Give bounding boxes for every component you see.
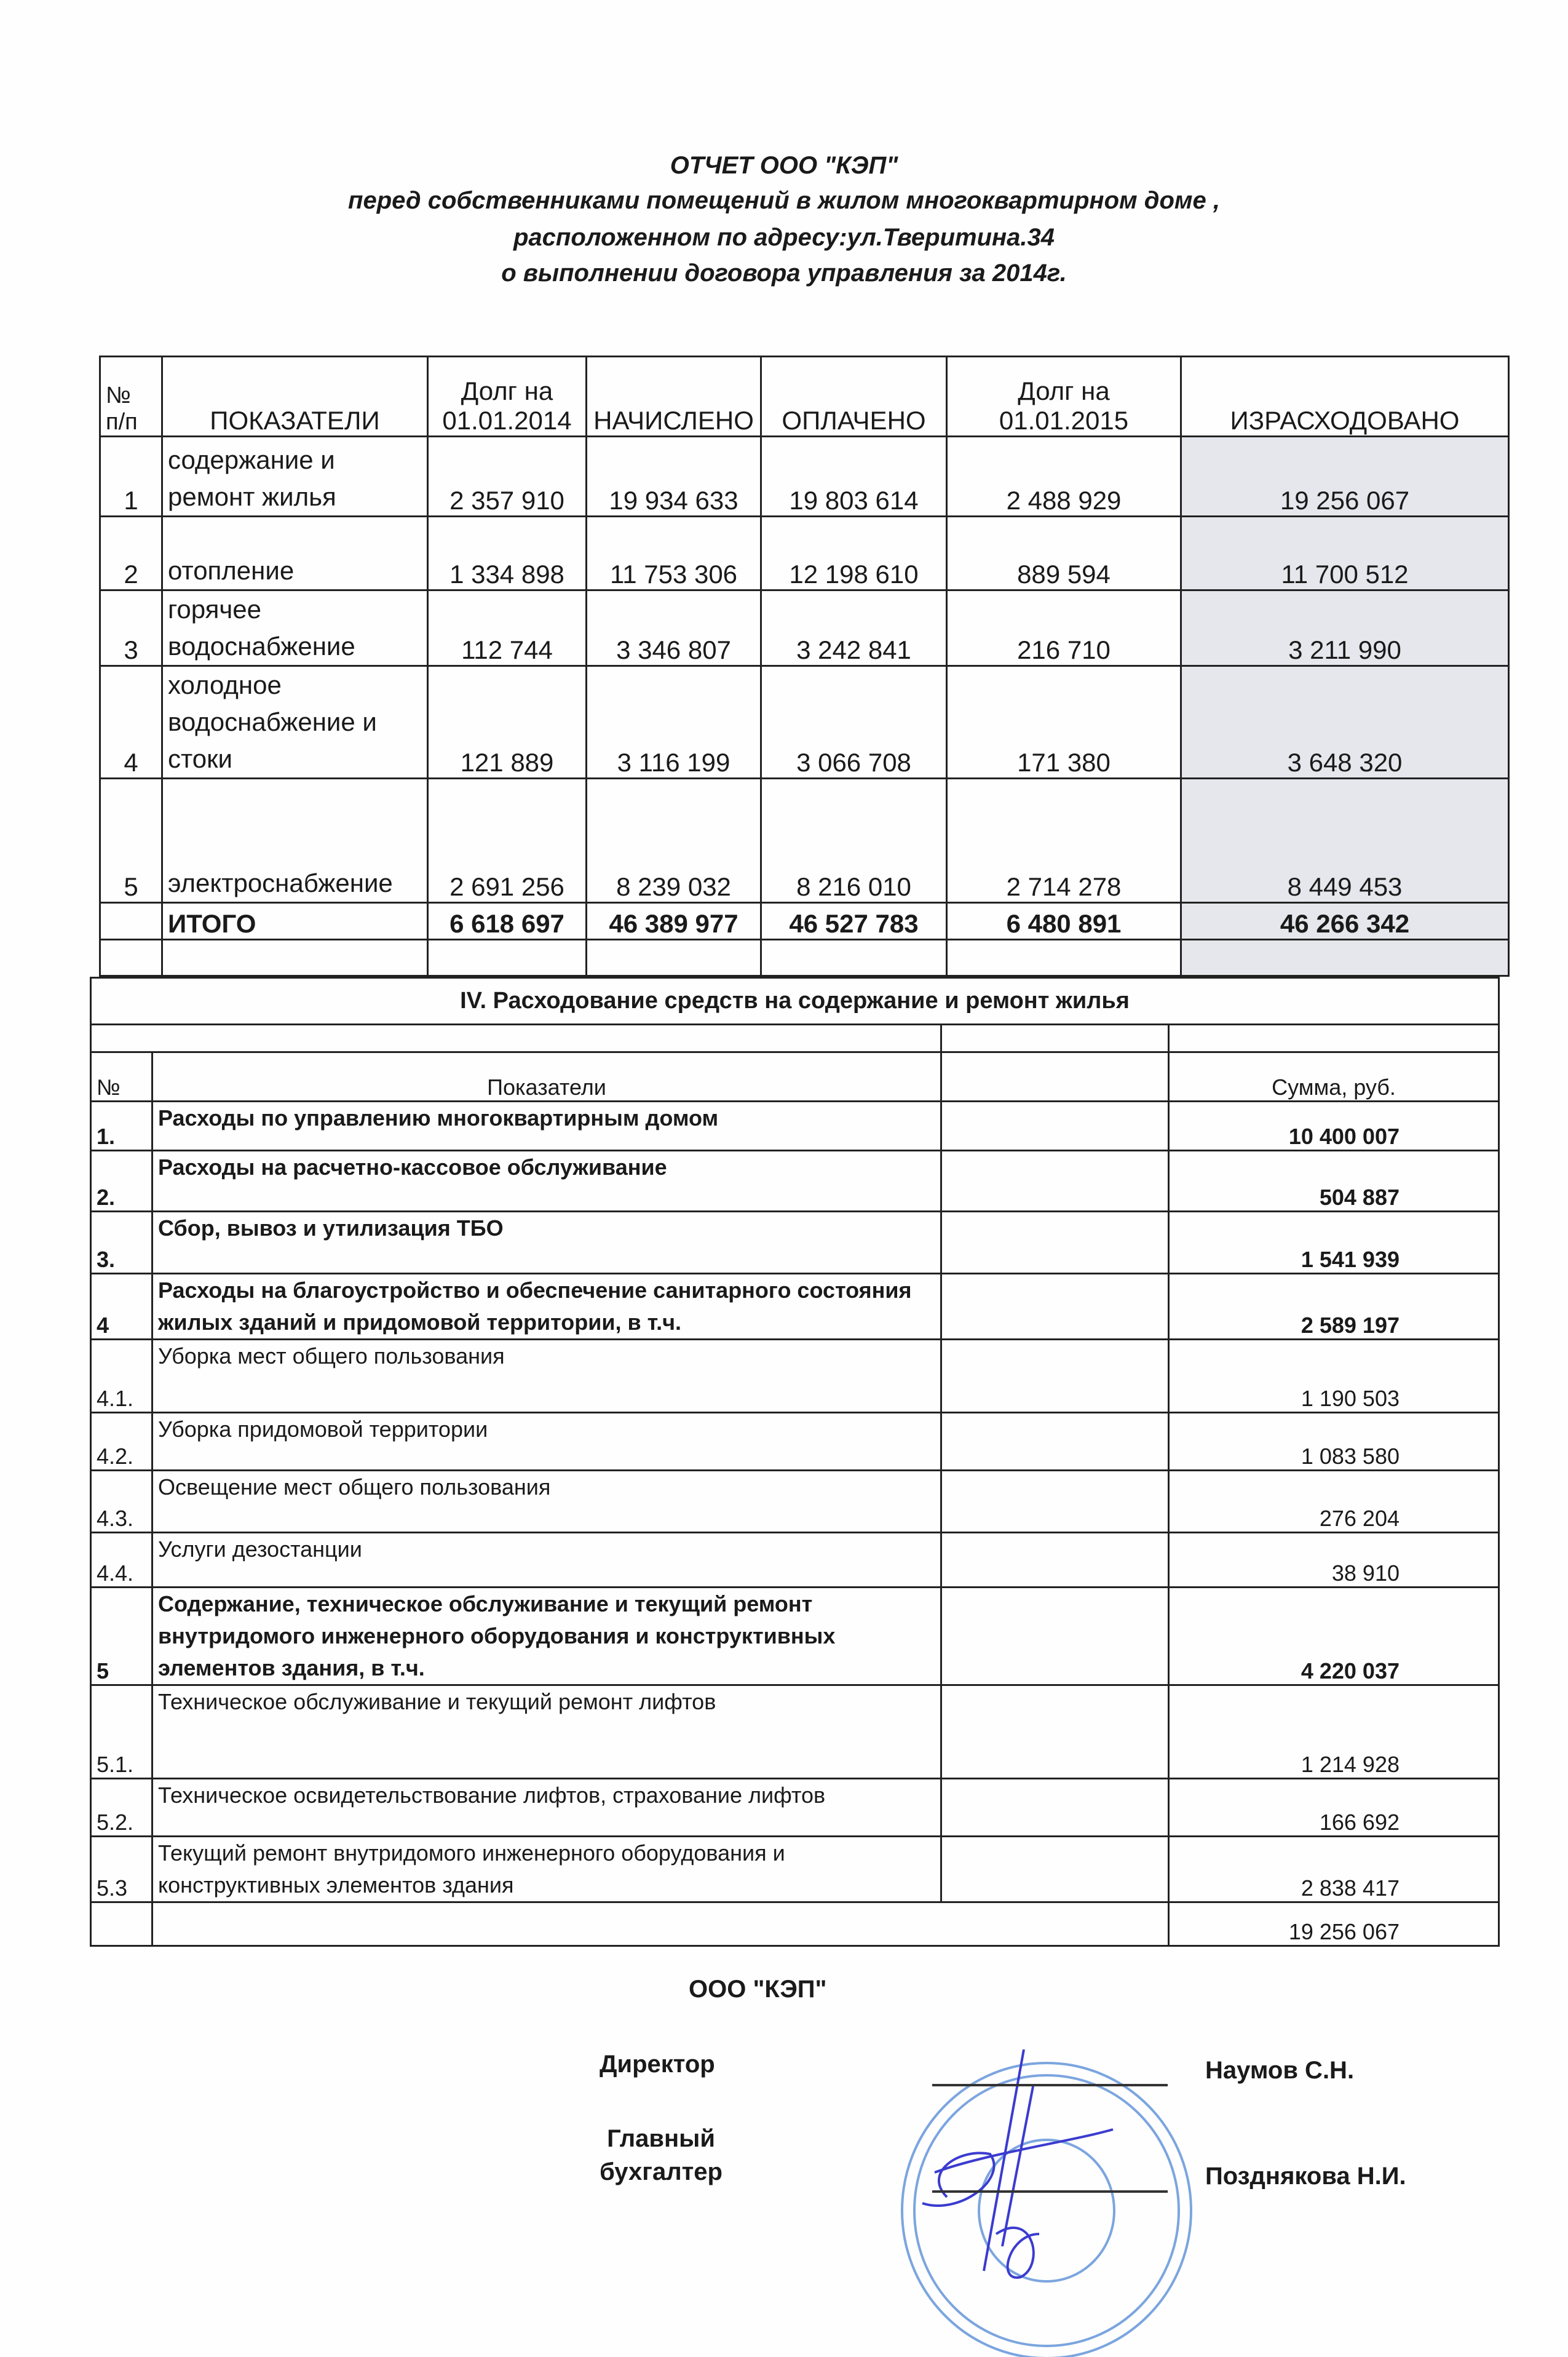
- expense-row: [91, 1413, 1499, 1471]
- row-number: 4: [91, 1274, 152, 1340]
- row-debt-2015: 2 488 929: [947, 437, 1181, 517]
- row-indicator: горячее водоснабжение: [162, 590, 428, 666]
- header-debt-2015: Долг на 01.01.2015: [947, 357, 1181, 437]
- row-indicator: холодное водоснабжение и стоки: [162, 666, 428, 779]
- table-row: [100, 590, 1509, 666]
- row-paid: 8 216 010: [761, 779, 947, 903]
- empty-cell: [100, 903, 162, 940]
- grand-total-row: [91, 1902, 1499, 1946]
- row-sum: 2 589 197: [1169, 1274, 1499, 1340]
- row-spent: 3 211 990: [1181, 590, 1509, 666]
- row-indicator: Расходы на благоустройство и обеспечение санитарного состояния жилых зданий и придомовой территории, в т.ч.: [152, 1274, 941, 1340]
- total-spent: 46 266 342: [1181, 903, 1509, 940]
- total-row: [100, 903, 1509, 940]
- row-indicator: электроснабжение: [162, 779, 428, 903]
- expense-row: [91, 1340, 1499, 1413]
- accountant-name: Позднякова Н.И.: [1205, 2163, 1406, 2190]
- header-number: № п/п: [100, 357, 162, 437]
- row-number: 4.2.: [91, 1413, 152, 1471]
- row-sum: 4 220 037: [1169, 1588, 1499, 1685]
- table-row: [100, 517, 1509, 590]
- empty-row: [100, 940, 1509, 976]
- director-title: Директор: [600, 2051, 715, 2078]
- row-charged: 3 346 807: [587, 590, 761, 666]
- grand-total: 19 256 067: [1169, 1902, 1499, 1946]
- director-name: Наумов С.Н.: [1205, 2057, 1355, 2084]
- row-sum: 504 887: [1169, 1151, 1499, 1212]
- empty-row: [91, 1025, 1499, 1052]
- row-charged: 3 116 199: [587, 666, 761, 779]
- row-charged: 11 753 306: [587, 517, 761, 590]
- empty-cell: [941, 1340, 1169, 1413]
- row-number: 5.3: [91, 1837, 152, 1902]
- report-subtitle-2: расположенном по адресу:ул.Тверитина.34: [513, 224, 1055, 251]
- row-paid: 3 066 708: [761, 666, 947, 779]
- row-debt-2014: 112 744: [428, 590, 587, 666]
- empty-cell: [941, 1274, 1169, 1340]
- empty-cell: [941, 1533, 1169, 1588]
- row-debt-2015: 171 380: [947, 666, 1181, 779]
- expense-row: [91, 1151, 1499, 1212]
- row-number: 1: [100, 437, 162, 517]
- row-number: 3.: [91, 1212, 152, 1274]
- row-sum: 10 400 007: [1169, 1102, 1499, 1151]
- stamp-and-signature: [885, 2049, 1205, 2357]
- row-indicator: Расходы по управлению многоквартирным домом: [152, 1102, 941, 1151]
- company-stamp: [902, 2063, 1191, 2357]
- row-sum: 276 204: [1169, 1471, 1499, 1533]
- expense-row: [91, 1102, 1499, 1151]
- director-signature-line: [932, 2084, 1168, 2086]
- row-number: 1.: [91, 1102, 152, 1151]
- row-number: 5: [91, 1588, 152, 1685]
- row-number: 5: [100, 779, 162, 903]
- row-number: 4.3.: [91, 1471, 152, 1533]
- row-paid: 12 198 610: [761, 517, 947, 590]
- accountant-title: Главный бухгалтер: [600, 2125, 723, 2185]
- row-debt-2014: 121 889: [428, 666, 587, 779]
- row-indicator: Сбор, вывоз и утилизация ТБО: [152, 1212, 941, 1274]
- empty-cell: [941, 1102, 1169, 1151]
- total-debt-2014: 6 618 697: [428, 903, 587, 940]
- row-number: 4.1.: [91, 1340, 152, 1413]
- total-label: ИТОГО: [162, 903, 428, 940]
- row-sum: 166 692: [1169, 1779, 1499, 1837]
- row-indicator: содержание и ремонт жилья: [162, 437, 428, 517]
- empty-cell: [941, 1588, 1169, 1685]
- row-number: 2: [100, 517, 162, 590]
- table-row: [100, 666, 1509, 779]
- company-name: ООО "КЭП": [689, 1976, 827, 2003]
- row-debt-2014: 2 357 910: [428, 437, 587, 517]
- expenses-table: [90, 977, 1500, 1947]
- empty-cell: [941, 1212, 1169, 1274]
- row-sum: 1 190 503: [1169, 1340, 1499, 1413]
- row-paid: 3 242 841: [761, 590, 947, 666]
- row-number: 3: [100, 590, 162, 666]
- row-number: 4.4.: [91, 1533, 152, 1588]
- row-indicator: Услуги дезостанции: [152, 1533, 941, 1588]
- row-indicator: Текущий ремонт внутридомого инженерного оборудования и конструктивных элементов здания: [152, 1837, 941, 1902]
- total-debt-2015: 6 480 891: [947, 903, 1181, 940]
- header-number: №: [91, 1052, 152, 1102]
- header-sum: Сумма, руб.: [1169, 1052, 1499, 1102]
- empty-cell: [941, 1685, 1169, 1779]
- expense-row: [91, 1533, 1499, 1588]
- header-debt-2014: Долг на 01.01.2014: [428, 357, 587, 437]
- header-indicators: ПОКАЗАТЕЛИ: [162, 357, 428, 437]
- row-sum: 2 838 417: [1169, 1837, 1499, 1902]
- row-number: 5.2.: [91, 1779, 152, 1837]
- row-indicator: отопление: [162, 517, 428, 590]
- row-indicator: Освещение мест общего пользования: [152, 1471, 941, 1533]
- row-spent: 19 256 067: [1181, 437, 1509, 517]
- expense-row: [91, 1779, 1499, 1837]
- row-indicator: Уборка придомовой территории: [152, 1413, 941, 1471]
- row-spent: 11 700 512: [1181, 517, 1509, 590]
- table-header-row: [91, 1052, 1499, 1102]
- row-sum: 1 541 939: [1169, 1212, 1499, 1274]
- empty-cell: [941, 1151, 1169, 1212]
- section-title: IV. Расходование средств на содержание и ремонт жилья: [91, 978, 1499, 1025]
- header-charged: НАЧИСЛЕНО: [587, 357, 761, 437]
- expense-row: [91, 1685, 1499, 1779]
- report-header: [0, 0, 1568, 356]
- row-charged: 8 239 032: [587, 779, 761, 903]
- expense-row: [91, 1471, 1499, 1533]
- row-number: 5.1.: [91, 1685, 152, 1779]
- row-spent: 8 449 453: [1181, 779, 1509, 903]
- header-indicators: Показатели: [152, 1052, 941, 1102]
- expense-row: [91, 1837, 1499, 1902]
- total-paid: 46 527 783: [761, 903, 947, 940]
- signatures-block: [0, 1947, 1568, 2357]
- total-charged: 46 389 977: [587, 903, 761, 940]
- row-sum: 38 910: [1169, 1533, 1499, 1588]
- row-debt-2015: 2 714 278: [947, 779, 1181, 903]
- row-number: 4: [100, 666, 162, 779]
- empty-cell: [941, 1837, 1169, 1902]
- table-header-row: [100, 357, 1509, 437]
- row-sum: 1 083 580: [1169, 1413, 1499, 1471]
- row-spent: 3 648 320: [1181, 666, 1509, 779]
- row-charged: 19 934 633: [587, 437, 761, 517]
- expense-row: [91, 1274, 1499, 1340]
- row-debt-2015: 216 710: [947, 590, 1181, 666]
- table-row: [100, 437, 1509, 517]
- empty-cell: [941, 1413, 1169, 1471]
- header-spent: ИЗРАСХОДОВАНО: [1181, 357, 1509, 437]
- row-debt-2014: 2 691 256: [428, 779, 587, 903]
- row-indicator: Расходы на расчетно-кассовое обслуживание: [152, 1151, 941, 1212]
- expense-row: [91, 1588, 1499, 1685]
- expense-row: [91, 1212, 1499, 1274]
- row-debt-2014: 1 334 898: [428, 517, 587, 590]
- report-subtitle-1: перед собственниками помещений в жилом многоквартирном доме ,: [348, 187, 1220, 214]
- header-paid: ОПЛАЧЕНО: [761, 357, 947, 437]
- row-indicator: Уборка мест общего пользования: [152, 1340, 941, 1413]
- row-indicator: Техническое освидетельствование лифтов, страхование лифтов: [152, 1779, 941, 1837]
- row-debt-2015: 889 594: [947, 517, 1181, 590]
- row-sum: 1 214 928: [1169, 1685, 1499, 1779]
- payments-table: [99, 356, 1510, 977]
- report-title: ОТЧЕТ ООО "КЭП": [670, 152, 898, 179]
- accountant-signature-line: [932, 2190, 1168, 2193]
- report-subtitle-3: о выполнении договора управления за 2014г.: [501, 260, 1067, 287]
- row-number: 2.: [91, 1151, 152, 1212]
- row-indicator: Содержание, техническое обслуживание и текущий ремонт внутридомого инженерного оборудования и конструктивных элементов здания, в т.ч.: [152, 1588, 941, 1685]
- empty-cell: [941, 1779, 1169, 1837]
- empty-cell: [941, 1471, 1169, 1533]
- row-paid: 19 803 614: [761, 437, 947, 517]
- row-indicator: Техническое обслуживание и текущий ремонт лифтов: [152, 1685, 941, 1779]
- table-row: [100, 779, 1509, 903]
